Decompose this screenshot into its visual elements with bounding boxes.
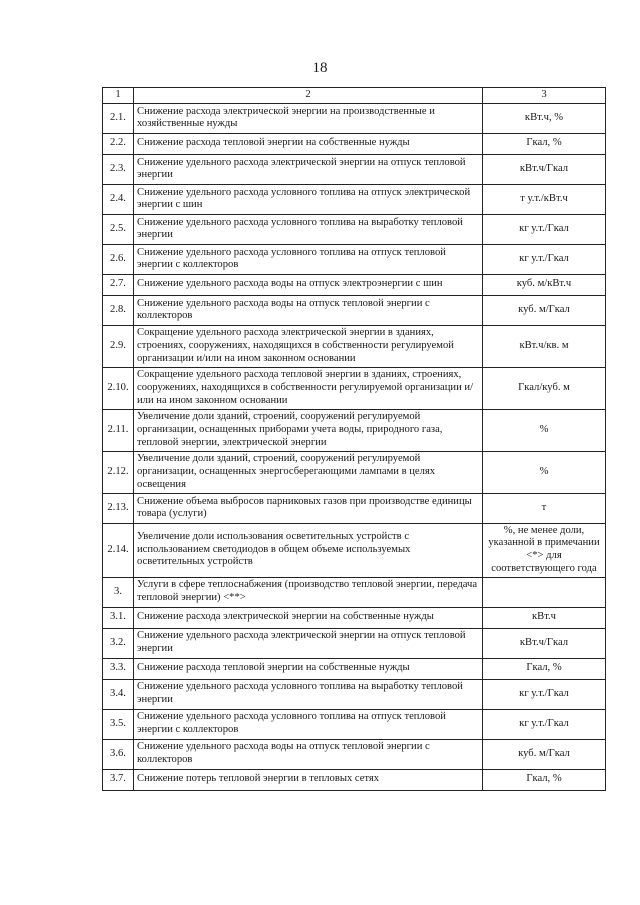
row-unit: т у.т./кВт.ч xyxy=(483,184,606,214)
row-number: 2.1. xyxy=(103,103,134,133)
table-row xyxy=(103,103,606,133)
table-row xyxy=(103,274,606,295)
table-row xyxy=(103,679,606,709)
row-description: Снижение удельного расхода воды на отпуск электроэнергии с шин xyxy=(134,274,483,295)
row-unit: т xyxy=(483,493,606,523)
row-unit: кВт.ч/Гкал xyxy=(483,154,606,184)
row-number: 2.9. xyxy=(103,325,134,367)
column-header-2: 2 xyxy=(134,88,483,104)
row-number: 3.1. xyxy=(103,607,134,628)
row-description: Сокращение удельного расхода тепловой энергии в зданиях, строениях, сооружениях, находящихся в собственности регулируемой организации и/или на ином законном основании xyxy=(134,367,483,409)
row-unit: кВт.ч/Гкал xyxy=(483,628,606,658)
row-unit: куб. м/кВт.ч xyxy=(483,274,606,295)
row-unit: кВт.ч xyxy=(483,607,606,628)
row-unit: куб. м/Гкал xyxy=(483,739,606,769)
row-description: Снижение удельного расхода электрической энергии на отпуск тепловой энергии xyxy=(134,154,483,184)
table-row xyxy=(103,658,606,679)
table-row xyxy=(103,451,606,493)
row-description: Увеличение доли зданий, строений, сооружений регулируемой организации, оснащенных энергосберегающими лампами в целях освещения xyxy=(134,451,483,493)
row-number: 3.7. xyxy=(103,769,134,790)
row-unit xyxy=(483,577,606,607)
indicators-table xyxy=(102,87,606,791)
row-number: 2.8. xyxy=(103,295,134,325)
row-number: 2.10. xyxy=(103,367,134,409)
row-description: Снижение объема выбросов парниковых газов при производстве единицы товара (услуги) xyxy=(134,493,483,523)
table-row xyxy=(103,607,606,628)
row-description: Снижение удельного расхода условного топлива на выработку тепловой энергии xyxy=(134,214,483,244)
table-row xyxy=(103,628,606,658)
table-row xyxy=(103,577,606,607)
row-description: Снижение расхода тепловой энергии на собственные нужды xyxy=(134,658,483,679)
row-unit: % xyxy=(483,451,606,493)
row-number: 3.4. xyxy=(103,679,134,709)
row-unit: %, не менее доли, указанной в примечании <*> для соответствующего года xyxy=(483,523,606,577)
table-row xyxy=(103,295,606,325)
column-header-3: 3 xyxy=(483,88,606,104)
table-row xyxy=(103,769,606,790)
row-description: Услуги в сфере теплоснабжения (производство тепловой энергии, передача тепловой энергии) <**> xyxy=(134,577,483,607)
row-number: 2.4. xyxy=(103,184,134,214)
table-row xyxy=(103,244,606,274)
table-row xyxy=(103,493,606,523)
row-description: Снижение потерь тепловой энергии в тепловых сетях xyxy=(134,769,483,790)
row-number: 3.5. xyxy=(103,709,134,739)
row-description: Увеличение доли зданий, строений, сооружений регулируемой организации, оснащенных приборами учета воды, природного газа, тепловой энергии, электрической энергии xyxy=(134,409,483,451)
row-description: Снижение удельного расхода условного топлива на отпуск тепловой энергии с коллекторов xyxy=(134,709,483,739)
row-description: Снижение расхода электрической энергии на собственные нужды xyxy=(134,607,483,628)
page-number: 18 xyxy=(312,60,328,76)
row-description: Сокращение удельного расхода электрической энергии в зданиях, строениях, сооружениях, находящихся в собственности регулируемой организации и/или на ином законном основании xyxy=(134,325,483,367)
table-header-row xyxy=(103,88,606,104)
row-number: 3.2. xyxy=(103,628,134,658)
row-unit: кг у.т./Гкал xyxy=(483,679,606,709)
row-unit: Гкал/куб. м xyxy=(483,367,606,409)
row-unit: куб. м/Гкал xyxy=(483,295,606,325)
row-number: 2.13. xyxy=(103,493,134,523)
row-number: 2.6. xyxy=(103,244,134,274)
table-row xyxy=(103,133,606,154)
row-unit: кг у.т./Гкал xyxy=(483,214,606,244)
row-number: 2.14. xyxy=(103,523,134,577)
column-header-1: 1 xyxy=(103,88,134,104)
row-unit: кВт.ч/кв. м xyxy=(483,325,606,367)
table-row xyxy=(103,325,606,367)
row-number: 2.11. xyxy=(103,409,134,451)
row-unit: кг у.т./Гкал xyxy=(483,244,606,274)
row-description: Снижение удельного расхода воды на отпуск тепловой энергии с коллекторов xyxy=(134,739,483,769)
table-row xyxy=(103,409,606,451)
row-unit: Гкал, % xyxy=(483,769,606,790)
row-unit: кг у.т./Гкал xyxy=(483,709,606,739)
row-description: Снижение удельного расхода условного топлива на отпуск тепловой энергии с коллекторов xyxy=(134,244,483,274)
table-row xyxy=(103,154,606,184)
row-unit: Гкал, % xyxy=(483,133,606,154)
row-description: Снижение расхода электрической энергии на производственные и хозяйственные нужды xyxy=(134,103,483,133)
row-number: 2.2. xyxy=(103,133,134,154)
row-description: Увеличение доли использования осветительных устройств с использованием светодиодов в общем объеме используемых осветительных устройств xyxy=(134,523,483,577)
row-number: 3.3. xyxy=(103,658,134,679)
row-unit: % xyxy=(483,409,606,451)
row-number: 3.6. xyxy=(103,739,134,769)
row-unit: Гкал, % xyxy=(483,658,606,679)
row-number: 2.5. xyxy=(103,214,134,244)
table-row xyxy=(103,367,606,409)
row-description: Снижение удельного расхода воды на отпуск тепловой энергии с коллекторов xyxy=(134,295,483,325)
table-row xyxy=(103,184,606,214)
row-description: Снижение удельного расхода условного топлива на выработку тепловой энергии xyxy=(134,679,483,709)
row-number: 2.12. xyxy=(103,451,134,493)
table-row xyxy=(103,523,606,577)
table-row xyxy=(103,214,606,244)
row-description: Снижение удельного расхода условного топлива на отпуск электрической энергии с шин xyxy=(134,184,483,214)
row-description: Снижение удельного расхода электрической энергии на отпуск тепловой энергии xyxy=(134,628,483,658)
row-number: 2.7. xyxy=(103,274,134,295)
row-number: 3. xyxy=(103,577,134,607)
table-row xyxy=(103,739,606,769)
row-number: 2.3. xyxy=(103,154,134,184)
row-description: Снижение расхода тепловой энергии на собственные нужды xyxy=(134,133,483,154)
table-body xyxy=(103,103,606,790)
table-row xyxy=(103,709,606,739)
row-unit: кВт.ч, % xyxy=(483,103,606,133)
